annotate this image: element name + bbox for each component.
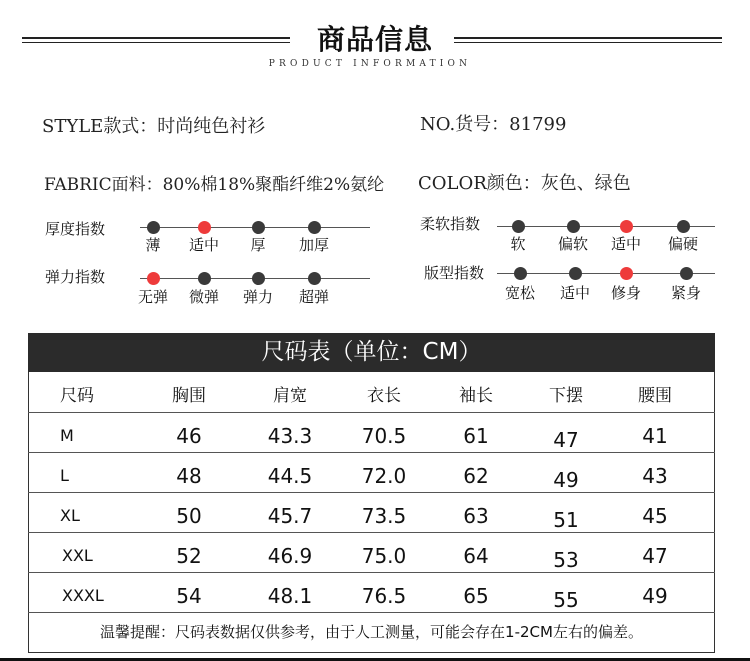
page-title: 商品信息 <box>316 23 433 56</box>
table-header-cell: 胸围 <box>172 386 206 406</box>
table-row-divider <box>28 572 715 573</box>
table-cell: XXXL <box>62 586 104 605</box>
table-cell: 72.0 <box>361 464 407 488</box>
table-row-divider <box>28 452 715 453</box>
thickness-index-dot <box>147 221 160 234</box>
table-cell: 47 <box>553 428 579 452</box>
softness-index-label: 柔软指数 <box>420 215 481 233</box>
table-cell: 70.5 <box>361 424 407 448</box>
table-cell: 63 <box>463 504 489 528</box>
softness-index-option: 偏硬 <box>667 235 699 253</box>
elasticity-index-label: 弹力指数 <box>45 268 106 286</box>
elasticity-index-option: 微弹 <box>188 288 220 306</box>
table-cell: XXL <box>62 546 93 565</box>
table-cell: 65 <box>463 584 489 608</box>
thickness-index-option: 适中 <box>188 236 220 254</box>
table-cell: 44.5 <box>267 464 313 488</box>
softness-index-option: 偏软 <box>557 235 589 253</box>
table-cell: L <box>60 466 69 485</box>
table-cell: 62 <box>463 464 489 488</box>
table-cell: 45 <box>642 504 668 528</box>
table-cell: M <box>60 426 74 445</box>
fit-index-dot <box>620 267 633 280</box>
thickness-index-option: 薄 <box>145 236 161 254</box>
thickness-index-dot <box>252 221 265 234</box>
table-cell: 46.9 <box>267 544 313 568</box>
style-info: STYLE款式：时尚纯色衬衫 <box>42 116 266 137</box>
page-subtitle: PRODUCT INFORMATION <box>268 59 472 69</box>
fit-index-option: 宽松 <box>504 284 536 302</box>
table-cell: XL <box>60 506 80 525</box>
table-cell: 49 <box>553 468 579 492</box>
softness-index-dot <box>512 220 525 233</box>
thickness-index-dot <box>198 221 211 234</box>
table-cell: 43 <box>642 464 668 488</box>
softness-index-dot <box>620 220 633 233</box>
table-cell: 48.1 <box>267 584 313 608</box>
table-cell: 52 <box>176 544 202 568</box>
fit-index-option: 适中 <box>559 284 591 302</box>
fit-index-dot <box>514 267 527 280</box>
fit-index-option: 紧身 <box>670 284 702 302</box>
table-cell: 47 <box>642 544 668 568</box>
table-row-divider <box>28 492 715 493</box>
table-cell: 53 <box>553 548 579 572</box>
table-cell: 51 <box>553 508 579 532</box>
fit-index-dot <box>680 267 693 280</box>
elasticity-index-dot <box>308 272 321 285</box>
table-cell: 61 <box>463 424 489 448</box>
elasticity-index-option: 无弹 <box>137 288 169 306</box>
table-cell: 48 <box>176 464 202 488</box>
number-info: NO.货号：81799 <box>420 114 567 135</box>
table-row-divider <box>28 412 715 413</box>
table-cell: 41 <box>642 424 668 448</box>
elasticity-index-option: 弹力 <box>242 288 274 306</box>
table-cell: 45.7 <box>267 504 313 528</box>
fit-index-dot <box>569 267 582 280</box>
fit-index-label: 版型指数 <box>424 264 485 282</box>
fabric-info: FABRIC面料：80%棉18%聚酯纤维2%氨纶 <box>44 175 385 195</box>
size-note: 温馨提醒：尺码表数据仅供参考，由于人工测量，可能会存在1-2CM左右的偏差。 <box>100 623 643 641</box>
table-header-cell: 衣长 <box>367 386 401 406</box>
fit-index-option: 修身 <box>610 284 642 302</box>
elasticity-index-dot <box>198 272 211 285</box>
table-cell: 43.3 <box>267 424 313 448</box>
elasticity-index-option: 超弹 <box>298 288 330 306</box>
softness-index-option: 软 <box>510 235 526 253</box>
thickness-index-label: 厚度指数 <box>45 220 106 238</box>
table-row-divider <box>28 612 715 613</box>
softness-index-option: 适中 <box>610 235 642 253</box>
table-header-cell: 腰围 <box>638 386 672 406</box>
size-table-title: 尺码表（单位：CM） <box>28 333 715 372</box>
thickness-index-option: 加厚 <box>298 236 330 254</box>
elasticity-index-dot <box>252 272 265 285</box>
thickness-index-option: 厚 <box>250 236 266 254</box>
color-info: COLOR颜色：灰色、绿色 <box>418 173 631 194</box>
softness-index-dot <box>567 220 580 233</box>
table-cell: 55 <box>553 588 579 612</box>
table-cell: 64 <box>463 544 489 568</box>
table-cell: 73.5 <box>361 504 407 528</box>
table-header-cell: 下摆 <box>549 386 583 406</box>
thickness-index-dot <box>308 221 321 234</box>
table-cell: 50 <box>176 504 202 528</box>
table-cell: 49 <box>642 584 668 608</box>
table-cell: 75.0 <box>361 544 407 568</box>
softness-index-dot <box>677 220 690 233</box>
elasticity-index-dot <box>147 272 160 285</box>
table-header-cell: 肩宽 <box>273 386 307 406</box>
table-header-cell: 尺码 <box>60 386 94 406</box>
table-header-cell: 袖长 <box>459 386 493 406</box>
table-row-divider <box>28 532 715 533</box>
table-cell: 46 <box>176 424 202 448</box>
table-cell: 76.5 <box>361 584 407 608</box>
table-cell: 54 <box>176 584 202 608</box>
